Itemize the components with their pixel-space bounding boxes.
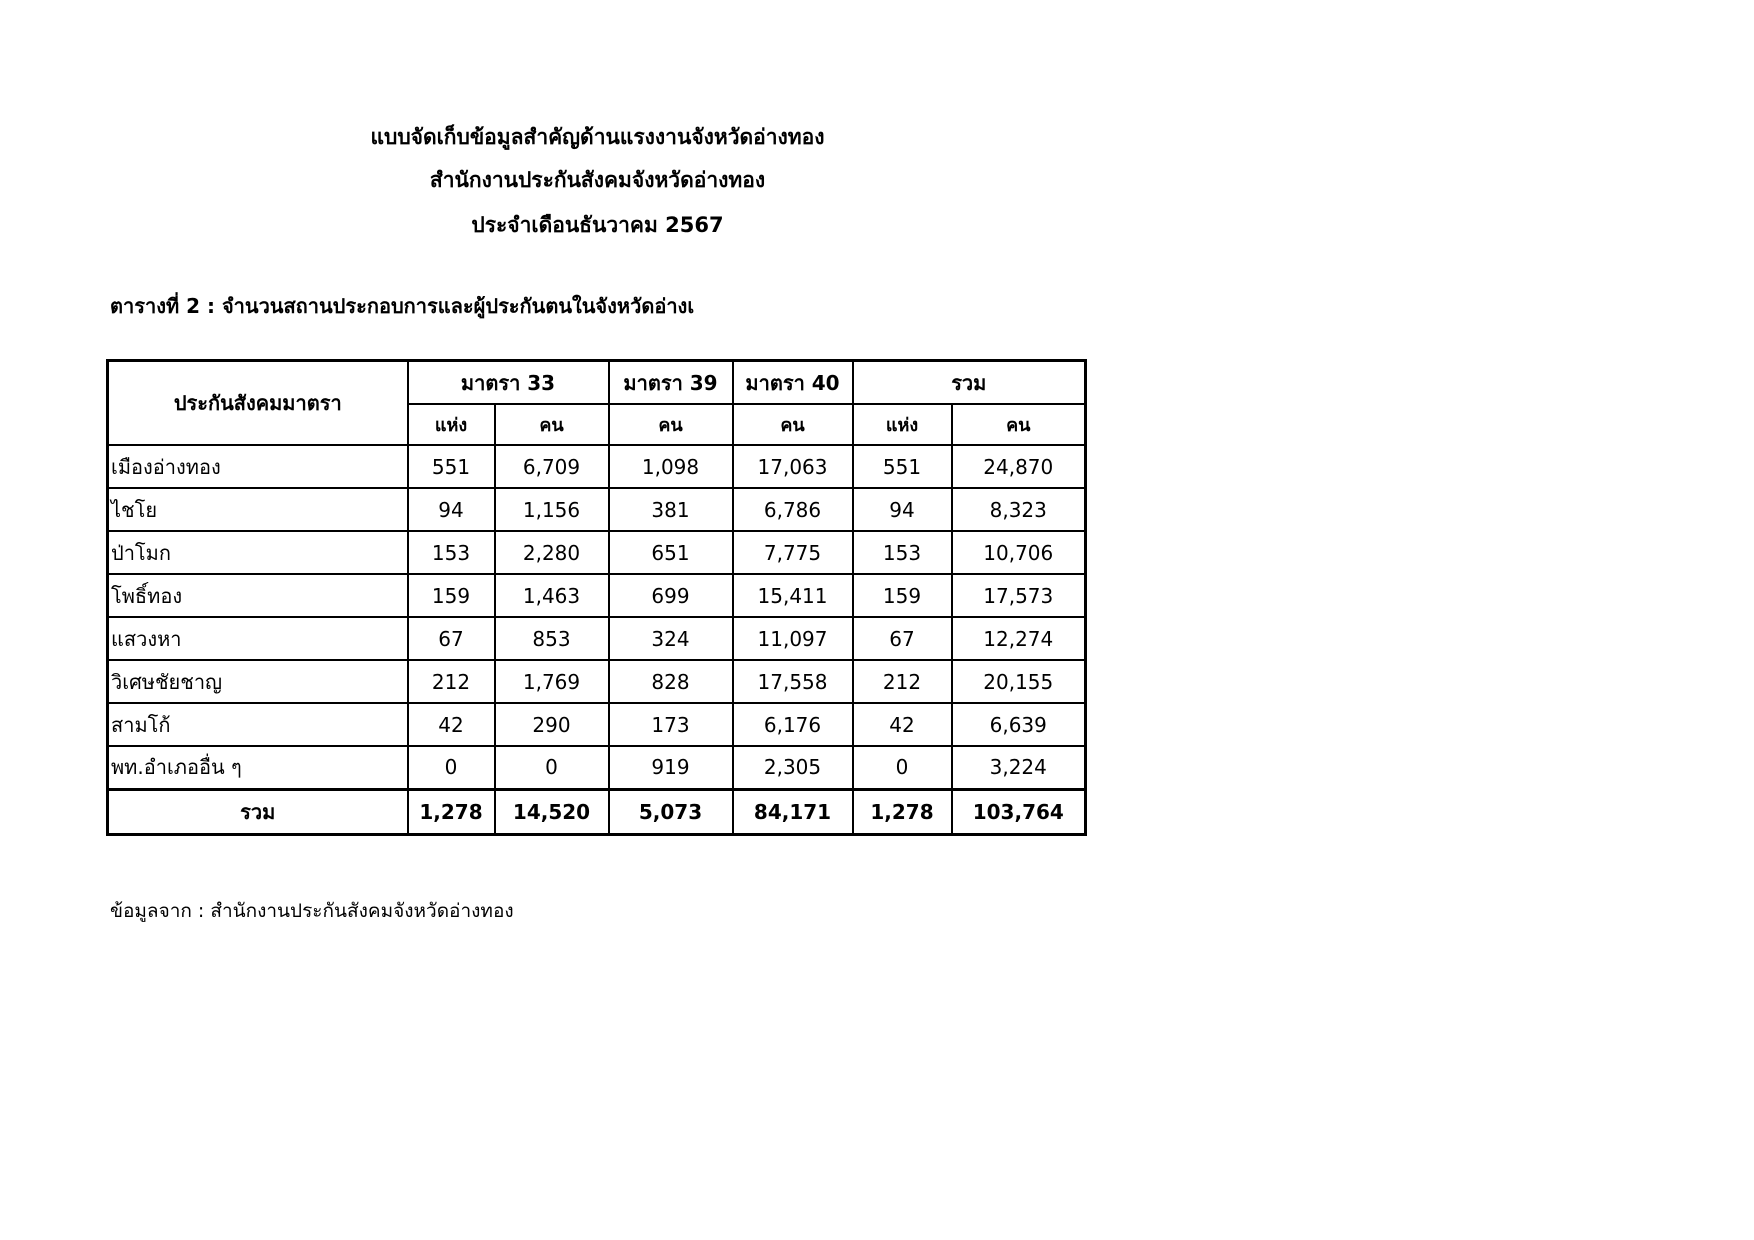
table-row: [108, 531, 1086, 574]
s40-persons: 7,775: [733, 531, 853, 574]
header-total: รวม: [853, 361, 1086, 405]
header-total-establishments: แห่ง: [853, 404, 952, 445]
district-name: แสวงหา: [108, 617, 408, 660]
district-name: สามโก้: [108, 703, 408, 746]
s40-persons: 17,063: [733, 445, 853, 488]
table-footer: [108, 789, 1086, 834]
total-persons: 6,639: [952, 703, 1086, 746]
total-establishments: 551: [853, 445, 952, 488]
total-persons: 10,706: [952, 531, 1086, 574]
total-establishments: 42: [853, 703, 952, 746]
header-s33-persons: คน: [495, 404, 609, 445]
table-row: [108, 488, 1086, 531]
total-establishments: 0: [853, 746, 952, 789]
total-establishments: 94: [853, 488, 952, 531]
s33-persons: 290: [495, 703, 609, 746]
totals-establishments: 1,278: [853, 789, 952, 834]
district-name: พท.อำเภออื่น ๆ: [108, 746, 408, 789]
district-name: วิเศษชัยชาญ: [108, 660, 408, 703]
s39-persons: 324: [609, 617, 733, 660]
s39-persons: 651: [609, 531, 733, 574]
s33-establishments: 153: [408, 531, 495, 574]
header-section-40: มาตรา 40: [733, 361, 853, 405]
total-persons: 8,323: [952, 488, 1086, 531]
s33-persons: 1,769: [495, 660, 609, 703]
total-persons: 17,573: [952, 574, 1086, 617]
s40-persons: 17,558: [733, 660, 853, 703]
s40-persons: 6,176: [733, 703, 853, 746]
s33-persons: 853: [495, 617, 609, 660]
s33-establishments: 67: [408, 617, 495, 660]
s33-establishments: 159: [408, 574, 495, 617]
s39-persons: 919: [609, 746, 733, 789]
table-row: [108, 703, 1086, 746]
district-name: ป่าโมก: [108, 531, 408, 574]
s39-persons: 699: [609, 574, 733, 617]
header-row-sections: [108, 361, 1086, 405]
s33-persons: 2,280: [495, 531, 609, 574]
totals-s40-persons: 84,171: [733, 789, 853, 834]
table-body: [108, 445, 1086, 789]
s33-persons: 6,709: [495, 445, 609, 488]
s39-persons: 828: [609, 660, 733, 703]
s33-persons: 1,463: [495, 574, 609, 617]
table-caption: ตารางที่ 2 : จำนวนสถานประกอบการและผู้ประกันตนในจังหวัดอ่างเ: [110, 294, 695, 318]
s33-establishments: 0: [408, 746, 495, 789]
s39-persons: 173: [609, 703, 733, 746]
insured-persons-table: [106, 359, 1087, 836]
header-s33-establishments: แห่ง: [408, 404, 495, 445]
totals-s33-establishments: 1,278: [408, 789, 495, 834]
s33-establishments: 42: [408, 703, 495, 746]
total-persons: 12,274: [952, 617, 1086, 660]
document-title: แบบจัดเก็บข้อมูลสำคัญด้านแรงงานจังหวัดอ่างทอง: [370, 125, 825, 149]
header-row-label: ประกันสังคมมาตรา: [108, 361, 408, 446]
s33-establishments: 94: [408, 488, 495, 531]
district-name: โพธิ์ทอง: [108, 574, 408, 617]
total-persons: 20,155: [952, 660, 1086, 703]
district-name: เมืองอ่างทอง: [108, 445, 408, 488]
totals-label: รวม: [108, 789, 408, 834]
table-header: [108, 361, 1086, 446]
source-note: ข้อมูลจาก : สำนักงานประกันสังคมจังหวัดอ่างทอง: [110, 900, 514, 922]
s40-persons: 2,305: [733, 746, 853, 789]
s33-persons: 0: [495, 746, 609, 789]
document-subtitle-office: สำนักงานประกันสังคมจังหวัดอ่างทอง: [429, 168, 766, 192]
total-persons: 24,870: [952, 445, 1086, 488]
s39-persons: 1,098: [609, 445, 733, 488]
header-s40-persons: คน: [733, 404, 853, 445]
table-row: [108, 660, 1086, 703]
total-persons: 3,224: [952, 746, 1086, 789]
s40-persons: 6,786: [733, 488, 853, 531]
document-subtitle-period: ประจำเดือนธันวาคม 2567: [471, 213, 724, 237]
s40-persons: 15,411: [733, 574, 853, 617]
s40-persons: 11,097: [733, 617, 853, 660]
s33-establishments: 551: [408, 445, 495, 488]
district-name: ไชโย: [108, 488, 408, 531]
header-section-33: มาตรา 33: [408, 361, 609, 405]
table-row: [108, 445, 1086, 488]
table-row: [108, 617, 1086, 660]
table-row: [108, 574, 1086, 617]
totals-s39-persons: 5,073: [609, 789, 733, 834]
totals-persons: 103,764: [952, 789, 1086, 834]
header-section-39: มาตรา 39: [609, 361, 733, 405]
s39-persons: 381: [609, 488, 733, 531]
total-establishments: 67: [853, 617, 952, 660]
s33-persons: 1,156: [495, 488, 609, 531]
total-establishments: 159: [853, 574, 952, 617]
table-row: [108, 746, 1086, 789]
s33-establishments: 212: [408, 660, 495, 703]
header-s39-persons: คน: [609, 404, 733, 445]
header-total-persons: คน: [952, 404, 1086, 445]
totals-s33-persons: 14,520: [495, 789, 609, 834]
totals-row: [108, 789, 1086, 834]
total-establishments: 153: [853, 531, 952, 574]
total-establishments: 212: [853, 660, 952, 703]
